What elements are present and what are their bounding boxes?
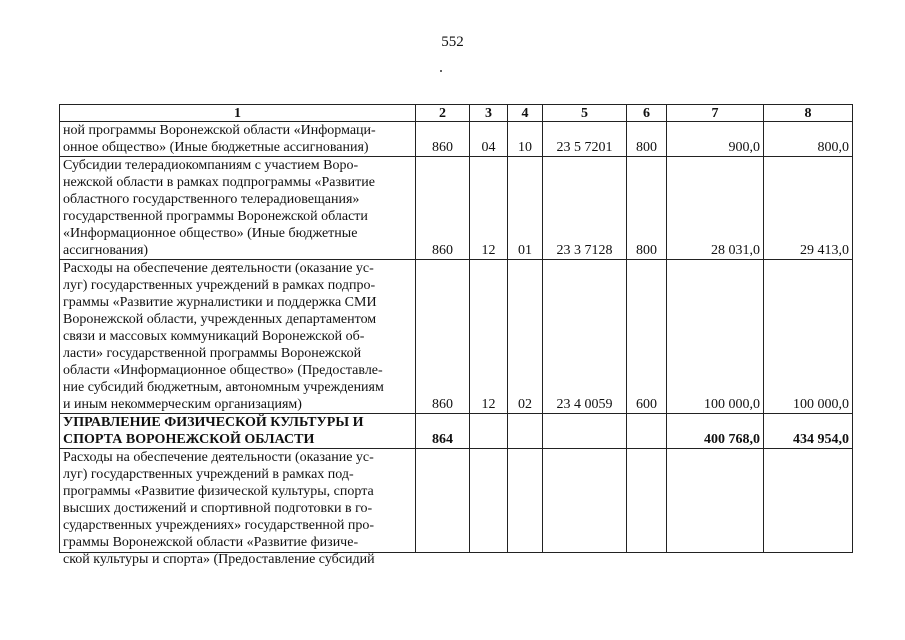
row-description (60, 449, 416, 567)
column-header: 8 (764, 105, 853, 122)
description-line: граммы Воронежской области «Развитие физиче- (63, 535, 359, 550)
amount-year-1-cell: 100 000,0 (667, 260, 764, 414)
subsection-code-cell: 10 (508, 122, 543, 157)
subsection-code-cell: 02 (508, 260, 543, 414)
amount-year-2-cell: 800,0 (764, 122, 853, 157)
description-line: граммы «Развитие журналистики и поддержка СМИ (63, 295, 377, 310)
amount-year-1-cell (667, 449, 764, 553)
column-header: 2 (416, 105, 470, 122)
description-line: СПОРТА ВОРОНЕЖСКОЙ ОБЛАСТИ (63, 432, 315, 447)
amount-year-1-cell: 400 768,0 (667, 414, 764, 449)
description-line: области «Информационное общество» (Предоставле- (63, 363, 383, 378)
description-line: ласти» государственной программы Воронежской (63, 346, 362, 361)
description-line: «Информационное общество» (Иные бюджетные (63, 226, 358, 241)
column-header: 4 (508, 105, 543, 122)
section-code-cell: 04 (470, 122, 508, 157)
amount-year-2-cell (764, 449, 853, 553)
table-row (60, 157, 853, 260)
subsection-code-cell (508, 449, 543, 553)
description-line: Воронежской области, учрежденных департаментом (63, 312, 377, 327)
header-row (60, 105, 853, 122)
section-code-cell (470, 449, 508, 553)
expense-type-cell: 800 (627, 122, 667, 157)
chapter-code-cell: 860 (416, 260, 470, 414)
description-line: областного государственного телерадиовещания» (63, 192, 360, 207)
chapter-code-cell: 864 (416, 414, 470, 449)
row-description (60, 157, 416, 260)
description-line: сударственных учреждениях» государственной про- (63, 518, 375, 533)
description-line: ние субсидий бюджетным, автономным учреждениям (63, 380, 384, 395)
target-article-cell (543, 449, 627, 553)
expense-type-cell (627, 414, 667, 449)
target-article-cell: 23 5 7201 (543, 122, 627, 157)
subsection-code-cell (508, 414, 543, 449)
description-line: связи и массовых коммуникаций Воронежской об- (63, 329, 365, 344)
expense-type-cell: 600 (627, 260, 667, 414)
expense-type-cell: 800 (627, 157, 667, 260)
row-description (60, 122, 416, 157)
description-line: УПРАВЛЕНИЕ ФИЗИЧЕСКОЙ КУЛЬТУРЫ И (63, 415, 364, 430)
budget-table (59, 104, 853, 567)
section-code-cell (470, 414, 508, 449)
chapter-code-cell: 860 (416, 157, 470, 260)
description-line: ассигнования) (63, 243, 149, 258)
expense-type-cell (627, 449, 667, 553)
amount-year-2-cell: 434 954,0 (764, 414, 853, 449)
column-header: 3 (470, 105, 508, 122)
section-header-row (60, 414, 853, 449)
row-description (60, 414, 416, 449)
table-row (60, 449, 853, 553)
description-line: и иным некоммерческим организациям) (63, 397, 302, 412)
description-line: луг) государственных учреждений в рамках под- (63, 467, 354, 482)
subsection-code-cell: 01 (508, 157, 543, 260)
scan-speck (440, 70, 442, 72)
description-line: Расходы на обеспечение деятельности (оказание ус- (63, 261, 374, 276)
chapter-code-cell: 860 (416, 122, 470, 157)
description-line: Расходы на обеспечение деятельности (оказание ус- (63, 450, 374, 465)
description-line: луг) государственных учреждений в рамках подпро- (63, 278, 376, 293)
target-article-cell: 23 4 0059 (543, 260, 627, 414)
table-body (60, 122, 853, 567)
description-line: программы «Развитие физической культуры, спорта (63, 484, 374, 499)
description-line: Субсидии телерадиокомпаниям с участием Воро- (63, 158, 359, 173)
description-line: онное общество» (Иные бюджетные ассигнования) (63, 140, 369, 155)
chapter-code-cell (416, 449, 470, 553)
column-header: 7 (667, 105, 764, 122)
amount-year-2-cell: 100 000,0 (764, 260, 853, 414)
section-code-cell: 12 (470, 260, 508, 414)
table-row (60, 260, 853, 414)
column-header: 6 (627, 105, 667, 122)
section-code-cell: 12 (470, 157, 508, 260)
table-row (60, 122, 853, 157)
description-line: государственной программы Воронежской области (63, 209, 368, 224)
description-line: высших достижений и спортивной подготовки в го- (63, 501, 373, 516)
amount-year-1-cell: 28 031,0 (667, 157, 764, 260)
description-line: нежской области в рамках подпрограммы «Развитие (63, 175, 375, 190)
column-header: 5 (543, 105, 627, 122)
amount-year-2-cell: 29 413,0 (764, 157, 853, 260)
column-header: 1 (60, 105, 416, 122)
target-article-cell: 23 3 7128 (543, 157, 627, 260)
description-line: ской культуры и спорта» (Предоставление субсидий (63, 552, 375, 567)
target-article-cell (543, 414, 627, 449)
row-description (60, 260, 416, 414)
amount-year-1-cell: 900,0 (667, 122, 764, 157)
description-line: ной программы Воронежской области «Информаци- (63, 123, 376, 138)
page-number: 552 (441, 34, 464, 50)
